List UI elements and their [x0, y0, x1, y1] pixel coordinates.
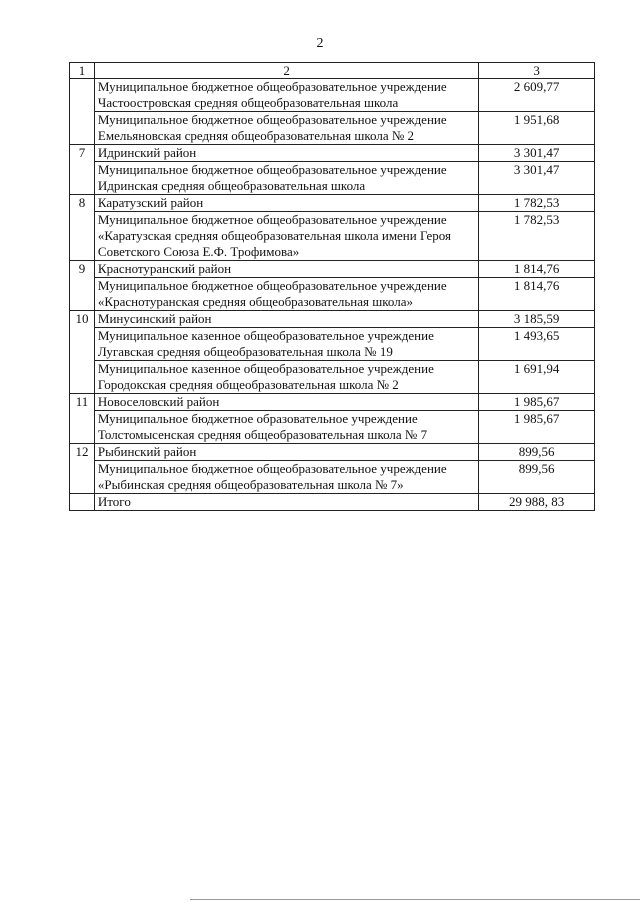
header-cell-col-2: 2 — [94, 63, 478, 79]
table-header-row — [70, 63, 595, 79]
row-name-cell: Итого — [94, 494, 478, 511]
table-row — [70, 444, 595, 461]
row-amount-cell: 899,56 — [479, 444, 595, 461]
row-number-cell: 11 — [70, 394, 95, 444]
table-row — [70, 145, 595, 162]
allocation-table — [69, 62, 595, 511]
table-row — [70, 461, 595, 494]
table-row — [70, 162, 595, 195]
table-row — [70, 261, 595, 278]
row-amount-cell: 3 301,47 — [479, 145, 595, 162]
row-amount-cell: 3 301,47 — [479, 162, 595, 195]
row-name-cell: Муниципальное бюджетное общеобразовательное учреждение «Краснотуранская средняя общеобразовательная школа» — [94, 278, 478, 311]
row-name-cell: Краснотуранский район — [94, 261, 478, 278]
row-amount-cell: 1 814,76 — [479, 261, 595, 278]
row-amount-cell: 1 493,65 — [479, 328, 595, 361]
row-name-cell: Идринский район — [94, 145, 478, 162]
table-row — [70, 112, 595, 145]
row-name-cell: Каратузский район — [94, 195, 478, 212]
row-amount-cell: 2 609,77 — [479, 79, 595, 112]
row-amount-cell: 1 951,68 — [479, 112, 595, 145]
row-name-cell: Муниципальное казенное общеобразовательное учреждение Городокская средняя общеобразовательная школа № 2 — [94, 361, 478, 394]
row-number-cell — [70, 79, 95, 145]
row-amount-cell: 3 185,59 — [479, 311, 595, 328]
row-number-cell: 9 — [70, 261, 95, 311]
row-number-cell: 10 — [70, 311, 95, 394]
row-name-cell: Рыбинский район — [94, 444, 478, 461]
table-row — [70, 79, 595, 112]
row-number-cell — [70, 494, 95, 511]
table-row — [70, 494, 595, 511]
table-row — [70, 361, 595, 394]
table-row — [70, 411, 595, 444]
table-row — [70, 311, 595, 328]
row-amount-cell: 1 782,53 — [479, 195, 595, 212]
row-amount-cell: 1 985,67 — [479, 394, 595, 411]
row-name-cell: Муниципальное бюджетное общеобразовательное учреждение Емельяновская средняя общеобразовательная школа № 2 — [94, 112, 478, 145]
row-name-cell: Муниципальное бюджетное общеобразовательное учреждение «Рыбинская средняя общеобразовательная школа № 7» — [94, 461, 478, 494]
row-name-cell: Минусинский район — [94, 311, 478, 328]
row-name-cell: Муниципальное бюджетное общеобразовательное учреждение Идринская средняя общеобразовательная школа — [94, 162, 478, 195]
scan-edge-line — [190, 899, 640, 900]
row-number-cell: 7 — [70, 145, 95, 195]
row-amount-cell: 1 985,67 — [479, 411, 595, 444]
row-amount-cell: 899,56 — [479, 461, 595, 494]
row-name-cell: Муниципальное бюджетное общеобразовательное учреждение Частоостровская средняя общеобразовательная школа — [94, 79, 478, 112]
row-number-cell: 8 — [70, 195, 95, 261]
row-name-cell: Муниципальное казенное общеобразовательное учреждение Лугавская средняя общеобразовательная школа № 19 — [94, 328, 478, 361]
table-row — [70, 195, 595, 212]
table-row — [70, 278, 595, 311]
row-number-cell: 12 — [70, 444, 95, 494]
row-name-cell: Муниципальное бюджетное образовательное учреждение Толстомысенская средняя общеобразовательная школа № 7 — [94, 411, 478, 444]
page-number: 2 — [316, 36, 324, 51]
row-amount-cell: 1 814,76 — [479, 278, 595, 311]
header-cell-col-3: 3 — [479, 63, 595, 79]
row-name-cell: Новоселовский район — [94, 394, 478, 411]
row-amount-cell: 29 988, 83 — [479, 494, 595, 511]
table-row — [70, 394, 595, 411]
table-row — [70, 328, 595, 361]
row-amount-cell: 1 782,53 — [479, 212, 595, 261]
row-name-cell: Муниципальное бюджетное общеобразовательное учреждение «Каратузская средняя общеобразовательная школа имени Героя Советского Союза Е.Ф. Трофимова» — [94, 212, 478, 261]
table-row — [70, 212, 595, 261]
row-amount-cell: 1 691,94 — [479, 361, 595, 394]
header-cell-col-1: 1 — [70, 63, 95, 79]
